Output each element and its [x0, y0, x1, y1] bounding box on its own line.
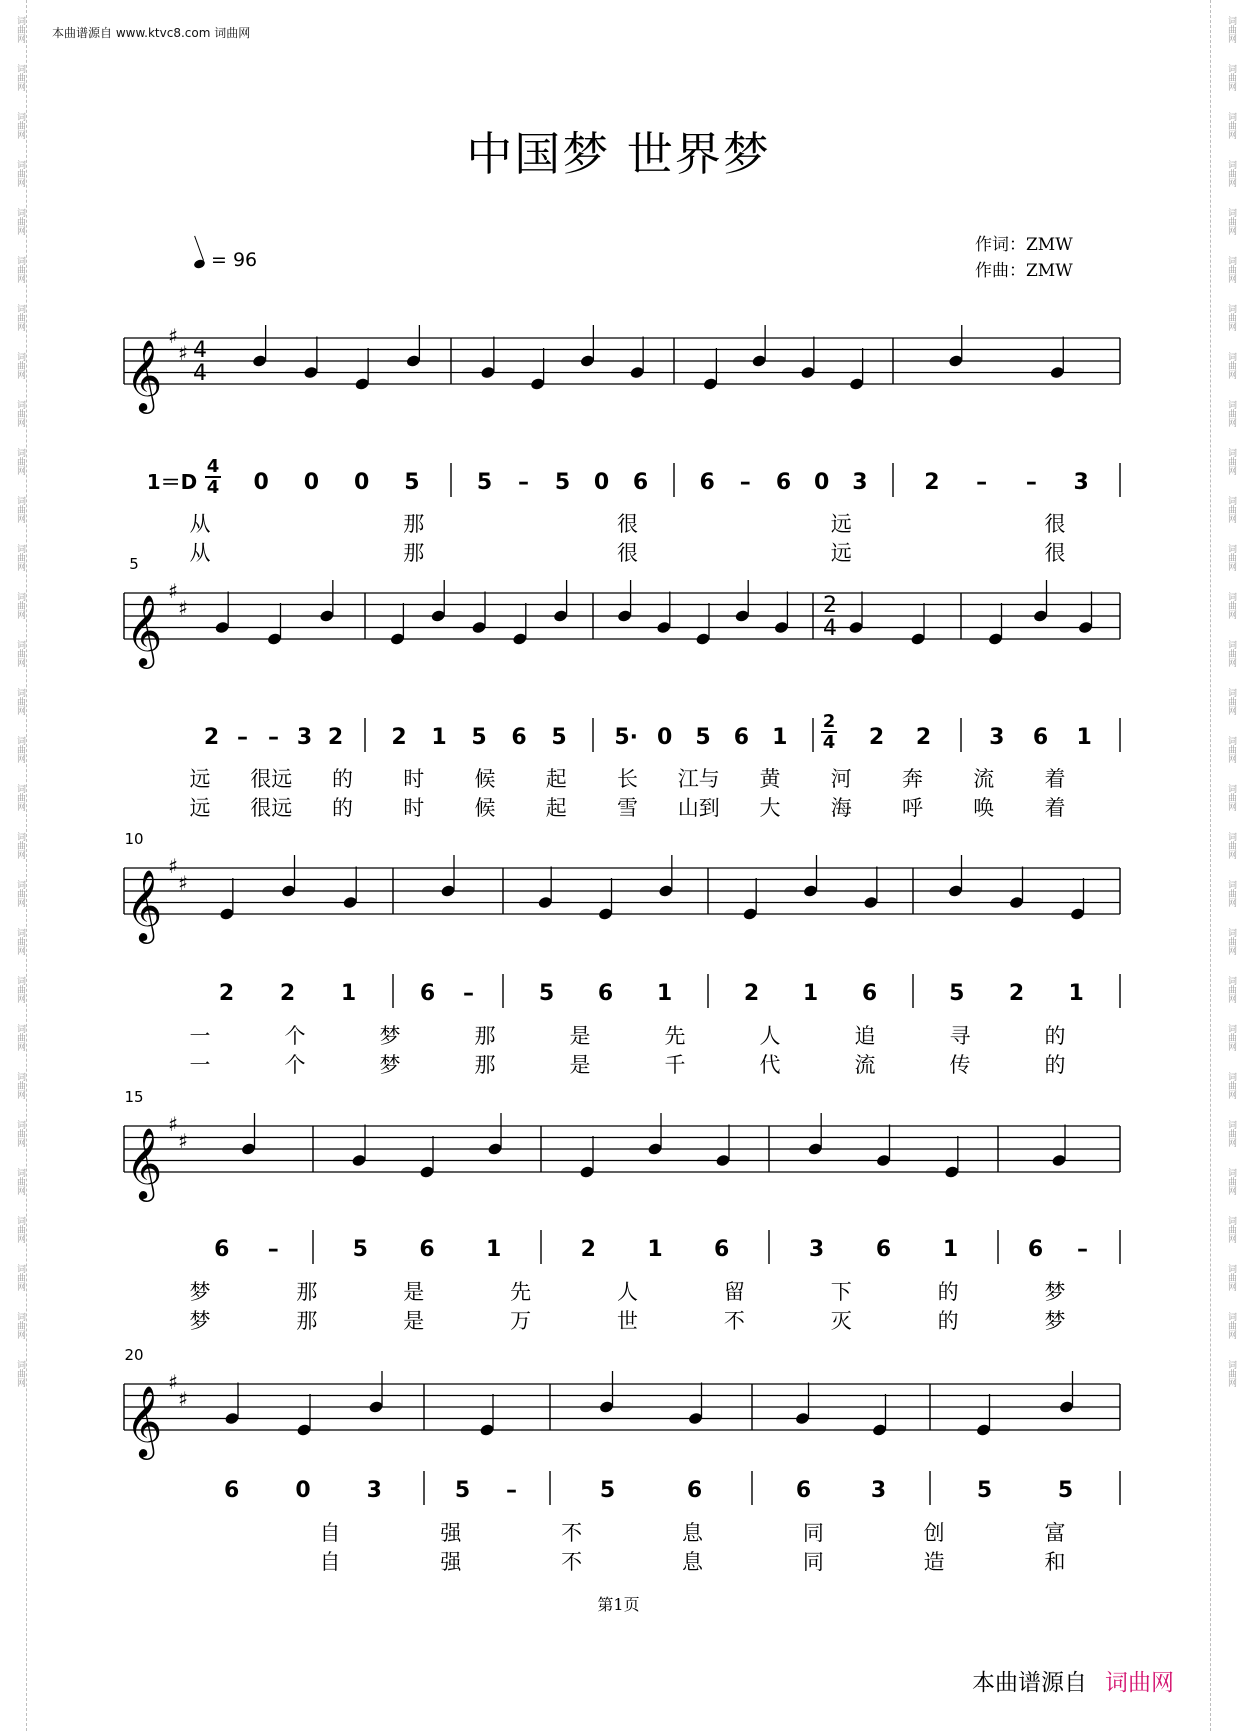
side-watermark-text: 词曲网: [1226, 255, 1236, 283]
numbered-note: 6: [714, 1237, 730, 1262]
lyric-verse-2: 呼: [902, 796, 923, 820]
sharp-icon: ♯: [178, 871, 188, 895]
lyric-verse-2: 是: [403, 1309, 425, 1333]
footer-prefix: 本曲谱源自: [972, 1670, 1087, 1696]
side-watermark-text: 词曲网: [1226, 591, 1236, 619]
lyric-verse-2: 个: [284, 1053, 306, 1077]
lyric-verse-2: 雪: [617, 796, 638, 820]
system-4: [124, 1088, 1120, 1333]
numbered-note: 5: [454, 1478, 471, 1503]
numbered-note: 3: [870, 1478, 887, 1503]
side-watermark-text: 词曲网: [15, 495, 25, 523]
lyric-verse-2: 灭: [830, 1309, 852, 1333]
lyric-verse-2: 远: [830, 541, 852, 565]
side-watermark-text: 词曲网: [15, 1167, 25, 1195]
numbered-note: 5: [471, 725, 487, 750]
side-watermark-text: 词曲网: [15, 399, 25, 427]
lyric-verse-1: 那: [296, 1280, 318, 1304]
side-watermark-text: 词曲网: [15, 1311, 25, 1339]
side-watermark-text: 词曲网: [15, 783, 25, 811]
lyric-verse-2: 是: [569, 1053, 591, 1077]
numbered-note: 2: [203, 725, 220, 750]
dash-note: –: [1025, 470, 1037, 495]
numbered-note: 5: [976, 1478, 993, 1503]
numbered-note: 6: [733, 725, 750, 750]
lyric-verse-1: 时: [403, 767, 425, 791]
lyric-verse-2: 从: [189, 541, 211, 565]
side-watermark-text: 词曲网: [1226, 831, 1236, 859]
lyric-verse-2: 的: [332, 796, 353, 820]
side-watermark-text: 词曲网: [1226, 687, 1236, 715]
lyric-verse-1: 一: [189, 1024, 211, 1048]
lyric-verse-1: 是: [403, 1280, 425, 1304]
lyric-verse-1: 候: [474, 767, 496, 791]
system-2: [124, 555, 1120, 820]
lyric-verse-2: 传: [949, 1053, 971, 1077]
lyric-verse-2: 起: [545, 796, 567, 820]
numbered-note: 6: [775, 470, 792, 495]
lyric-verse-2: 海: [830, 796, 852, 820]
system-1: [124, 324, 1120, 565]
lyric-verse-1: 很: [1044, 512, 1066, 536]
lyric-verse-1: 奔: [902, 767, 923, 791]
numbered-note: 2: [279, 981, 296, 1006]
numbered-note: 0: [656, 725, 673, 750]
numbered-note: 6: [597, 981, 614, 1006]
side-watermark-text: 词曲网: [15, 879, 25, 907]
measure-number: 15: [124, 1088, 144, 1106]
lyric-verse-2: 远: [189, 796, 211, 820]
lyric-verse-1: 起: [545, 767, 567, 791]
lyric-verse-2: 造: [923, 1550, 945, 1574]
lyric-verse-1: 留: [723, 1280, 745, 1304]
staff-time-top: 4: [193, 338, 207, 363]
footer-brand: 词曲网: [1105, 1670, 1174, 1696]
lyric-verse-1: 流: [973, 767, 995, 791]
lyric-verse-1: 先: [510, 1280, 532, 1304]
lyricist-credit: 作词：ZMW: [975, 235, 1073, 255]
lyric-verse-1: 梦: [379, 1024, 401, 1048]
treble-clef-icon: 𝄞: [125, 1384, 163, 1457]
lyric-verse-2: 流: [854, 1053, 876, 1077]
numbered-note: 6: [686, 1478, 703, 1503]
time-sig-change-top: 2: [822, 711, 836, 732]
side-watermark-text: 词曲网: [1226, 1263, 1236, 1291]
measure-number: 20: [124, 1346, 144, 1364]
measure-number: 10: [124, 830, 144, 848]
numbered-note: 6: [214, 1237, 230, 1262]
numbered-note: 2: [327, 725, 344, 750]
lyric-verse-1: 梦: [1044, 1280, 1066, 1304]
lyric-verse-2: 万: [510, 1309, 532, 1333]
lyric-verse-1: 人: [759, 1024, 781, 1048]
page-number: 第1页: [597, 1595, 640, 1614]
sharp-icon: ♯: [168, 324, 178, 348]
lyric-verse-2: 很远: [250, 796, 293, 820]
side-watermark-text: 词曲网: [15, 351, 25, 379]
side-watermark-text: 词曲网: [1226, 1311, 1236, 1339]
numbered-note: 1: [431, 725, 447, 750]
numbered-note: 1: [486, 1237, 502, 1262]
system-5: [124, 1346, 1120, 1574]
tempo-value: = 96: [211, 249, 258, 271]
lyric-verse-1: 同: [802, 1521, 824, 1545]
numbered-note: 6: [419, 1237, 435, 1262]
lyric-verse-1: 很远: [250, 767, 293, 791]
lyric-verse-1: 的: [332, 767, 353, 791]
side-watermark-text: 词曲网: [15, 15, 25, 43]
numbered-note: 3: [366, 1478, 382, 1503]
lyric-verse-2: 的: [1044, 1053, 1066, 1077]
lyric-verse-2: 和: [1044, 1550, 1066, 1574]
time-sig-top: 4: [206, 456, 220, 477]
side-watermark-text: 词曲网: [15, 831, 25, 859]
lyric-verse-2: 山到: [677, 796, 720, 820]
treble-clef-icon: 𝄞: [125, 868, 163, 941]
numbered-note: 6: [1027, 1237, 1044, 1262]
lyric-verse-1: 的: [937, 1280, 959, 1304]
song-title: 中国梦 世界梦: [466, 127, 771, 181]
staff-time-change-bottom: 4: [823, 616, 837, 641]
lyric-verse-1: 个: [284, 1024, 306, 1048]
lyric-verse-2: 强: [440, 1550, 462, 1574]
side-watermark-text: 词曲网: [15, 1119, 25, 1147]
treble-clef-icon: 𝄞: [125, 593, 163, 666]
lyric-verse-2: 唤: [973, 796, 995, 820]
staff-time-change-top: 2: [823, 593, 837, 618]
key-label: 1＝D: [146, 470, 198, 494]
lyric-verse-2: 梦: [1044, 1309, 1066, 1333]
numbered-note: 6: [699, 470, 715, 495]
lyric-verse-2: 那: [474, 1053, 496, 1077]
numbered-note: 0: [593, 470, 610, 495]
sharp-icon: ♯: [168, 854, 178, 878]
side-watermark-text: 词曲网: [15, 735, 25, 763]
side-watermark-text: 词曲网: [1226, 495, 1236, 523]
sharp-icon: ♯: [178, 1129, 188, 1153]
lyric-verse-2: 梦: [379, 1053, 401, 1077]
numbered-note: 6: [419, 981, 436, 1006]
side-watermark-text: 词曲网: [1226, 975, 1236, 1003]
side-watermark-text: 词曲网: [15, 1071, 25, 1099]
numbered-note: 6: [1032, 725, 1049, 750]
lyric-verse-1: 很: [617, 512, 638, 536]
lyric-verse-1: 是: [569, 1024, 591, 1048]
numbered-note: 1: [656, 981, 673, 1006]
lyric-verse-1: 的: [1044, 1024, 1066, 1048]
lyric-verse-1: 那: [474, 1024, 496, 1048]
lyric-verse-1: 从: [189, 512, 211, 536]
sharp-icon: ♯: [168, 1370, 178, 1394]
lyric-verse-2: 梦: [189, 1309, 211, 1333]
numbered-note: 2: [1008, 981, 1025, 1006]
numbered-note: 5: [1057, 1478, 1074, 1503]
system-3: [124, 830, 1120, 1077]
lyric-verse-2: 代: [759, 1053, 781, 1077]
numbered-note: 1: [1076, 725, 1092, 750]
sharp-icon: ♯: [168, 579, 178, 603]
composer-credit: 作曲：ZMW: [975, 261, 1073, 281]
dash-note: –: [267, 1237, 279, 1262]
staff-time-bottom: 4: [193, 361, 207, 386]
lyric-verse-1: 梦: [189, 1280, 211, 1304]
side-watermark-text: 词曲网: [1226, 879, 1236, 907]
side-watermark-text: 词曲网: [1226, 1167, 1236, 1195]
numbered-note: 6: [875, 1237, 892, 1262]
lyric-verse-2: 不: [561, 1550, 583, 1574]
side-watermark-text: 词曲网: [15, 111, 25, 139]
lyric-verse-1: 人: [617, 1280, 638, 1304]
numbered-note: 6: [632, 470, 649, 495]
side-watermark-text: 词曲网: [15, 927, 25, 955]
treble-clef-icon: 𝄞: [125, 1126, 163, 1199]
lyric-verse-2: 不: [723, 1309, 745, 1333]
lyric-verse-2: 时: [403, 796, 425, 820]
side-watermark-text: 词曲网: [1226, 927, 1236, 955]
numbered-note: 0: [253, 470, 269, 495]
numbered-note: 0: [814, 470, 830, 495]
lyric-verse-1: 远: [189, 767, 211, 791]
numbered-note: 1: [802, 981, 819, 1006]
numbered-note: 1: [942, 1237, 959, 1262]
numbered-note: 0: [303, 470, 320, 495]
side-watermark-text: 词曲网: [15, 1359, 25, 1387]
numbered-note: 5: [599, 1478, 616, 1503]
numbered-note: 1: [340, 981, 357, 1006]
lyric-verse-1: 追: [854, 1024, 876, 1048]
lyric-verse-1: 下: [830, 1280, 852, 1304]
side-watermark-text: 词曲网: [1226, 159, 1236, 187]
lyric-verse-1: 息: [682, 1521, 703, 1545]
numbered-note: 1: [647, 1237, 663, 1262]
lyric-verse-1: 寻: [949, 1024, 971, 1048]
numbered-note: 3: [296, 725, 313, 750]
lyric-verse-1: 不: [561, 1521, 583, 1545]
numbered-note: 3: [1073, 470, 1089, 495]
numbered-note: 1: [1068, 981, 1084, 1006]
lyric-verse-1: 着: [1044, 767, 1066, 791]
side-watermark-text: 词曲网: [15, 255, 25, 283]
side-watermark-text: 词曲网: [15, 543, 25, 571]
numbered-note: 2: [868, 725, 885, 750]
lyric-verse-1: 富: [1044, 1521, 1066, 1545]
side-watermark-text: 词曲网: [1226, 351, 1236, 379]
lyric-verse-2: 那: [296, 1309, 318, 1333]
lyric-verse-1: 长: [617, 767, 638, 791]
lyric-verse-2: 同: [802, 1550, 824, 1574]
side-watermark-text: 词曲网: [15, 975, 25, 1003]
sharp-icon: ♯: [168, 1112, 178, 1136]
side-watermark-text: 词曲网: [1226, 1359, 1236, 1387]
dash-note: –: [268, 725, 279, 750]
lyric-verse-2: 候: [474, 796, 496, 820]
lyric-verse-2: 世: [617, 1309, 638, 1333]
dash-note: –: [976, 470, 988, 495]
numbered-note: 6: [511, 725, 527, 750]
lyric-verse-1: 远: [830, 512, 852, 536]
numbered-note: 5: [695, 725, 711, 750]
numbered-note: 2: [924, 470, 940, 495]
lyric-verse-2: 那: [403, 541, 425, 565]
sharp-icon: ♯: [178, 1387, 188, 1411]
numbered-note: 2: [218, 981, 235, 1006]
sharp-icon: ♯: [178, 596, 188, 620]
lyric-verse-2: 着: [1044, 796, 1066, 820]
dash-note: –: [237, 725, 248, 750]
lyric-verse-2: 一: [189, 1053, 211, 1077]
dash-note: –: [463, 981, 474, 1006]
lyric-verse-1: 那: [403, 512, 425, 536]
numbered-note: 5·: [614, 725, 639, 750]
dash-note: –: [506, 1478, 517, 1503]
lyric-verse-2: 息: [682, 1550, 703, 1574]
source-line: 本曲谱源自 www.ktvc8.com 词曲网: [52, 26, 251, 40]
lyric-verse-2: 大: [759, 796, 781, 820]
lyric-verse-1: 江与: [677, 767, 720, 791]
side-watermark-text: 词曲网: [15, 207, 25, 235]
lyric-verse-2: 的: [937, 1309, 959, 1333]
numbered-note: 5: [949, 981, 965, 1006]
numbered-note: 5: [538, 981, 555, 1006]
side-watermark-text: 词曲网: [1226, 1071, 1236, 1099]
numbered-note: 6: [224, 1478, 240, 1503]
side-watermark-text: 词曲网: [15, 1215, 25, 1243]
lyric-verse-2: 自: [319, 1550, 341, 1574]
numbered-note: 6: [861, 981, 878, 1006]
lyric-verse-2: 很: [1044, 541, 1066, 565]
sharp-icon: ♯: [178, 341, 188, 365]
side-watermark-text: 词曲网: [1226, 63, 1236, 91]
side-watermark-text: 词曲网: [1226, 399, 1236, 427]
side-watermark-text: 词曲网: [15, 1023, 25, 1051]
lyric-verse-1: 先: [664, 1024, 686, 1048]
side-watermark-text: 词曲网: [15, 447, 25, 475]
side-watermark-text: 词曲网: [15, 63, 25, 91]
numbered-note: 5: [352, 1237, 368, 1262]
numbered-note: 0: [295, 1478, 311, 1503]
numbered-note: 5: [404, 470, 420, 495]
side-watermark-text: 词曲网: [15, 591, 25, 619]
side-watermark-text: 词曲网: [1226, 1215, 1236, 1243]
numbered-note: 2: [580, 1237, 596, 1262]
side-watermark-text: 词曲网: [1226, 783, 1236, 811]
numbered-note: 3: [808, 1237, 825, 1262]
time-sig-change-bottom: 4: [822, 732, 836, 753]
side-watermark-text: 词曲网: [1226, 303, 1236, 331]
side-watermark-text: 词曲网: [1226, 639, 1236, 667]
numbered-note: 6: [795, 1478, 812, 1503]
numbered-note: 3: [852, 470, 868, 495]
numbered-note: 5: [476, 470, 493, 495]
treble-clef-icon: 𝄞: [125, 338, 163, 411]
numbered-note: 1: [772, 725, 788, 750]
lyric-verse-1: 黄: [759, 767, 781, 791]
dash-note: –: [518, 470, 529, 495]
numbered-note: 5: [554, 470, 571, 495]
numbered-note: 3: [989, 725, 1005, 750]
measure-number: 5: [129, 555, 139, 573]
lyric-verse-1: 创: [923, 1521, 945, 1545]
footer-source: [972, 1664, 1174, 1697]
side-watermark-text: 词曲网: [15, 303, 25, 331]
side-watermark-text: 词曲网: [1226, 111, 1236, 139]
numbered-note: 2: [915, 725, 932, 750]
side-watermark-text: 词曲网: [15, 687, 25, 715]
time-sig-bottom: 4: [206, 477, 220, 498]
numbered-note: 5: [551, 725, 567, 750]
lyric-verse-1: 强: [440, 1521, 462, 1545]
side-watermark-text: 词曲网: [1226, 1119, 1236, 1147]
side-watermark-text: 词曲网: [15, 1263, 25, 1291]
dash-note: –: [739, 470, 751, 495]
dash-note: –: [1077, 1237, 1088, 1262]
side-watermark-text: 词曲网: [1226, 15, 1236, 43]
side-watermark-text: 词曲网: [15, 159, 25, 187]
side-watermark-text: 词曲网: [1226, 1023, 1236, 1051]
lyric-verse-2: 很: [617, 541, 638, 565]
lyric-verse-1: 自: [319, 1521, 341, 1545]
numbered-note: 2: [391, 725, 407, 750]
numbered-note: 2: [743, 981, 760, 1006]
side-watermark-text: 词曲网: [15, 639, 25, 667]
side-watermark-text: 词曲网: [1226, 207, 1236, 235]
side-watermark-text: 词曲网: [1226, 543, 1236, 571]
lyric-verse-2: 千: [664, 1053, 686, 1077]
side-watermark-text: 词曲网: [1226, 447, 1236, 475]
numbered-note: 0: [353, 470, 370, 495]
side-watermark-text: 词曲网: [1226, 735, 1236, 763]
lyric-verse-1: 河: [830, 767, 852, 791]
